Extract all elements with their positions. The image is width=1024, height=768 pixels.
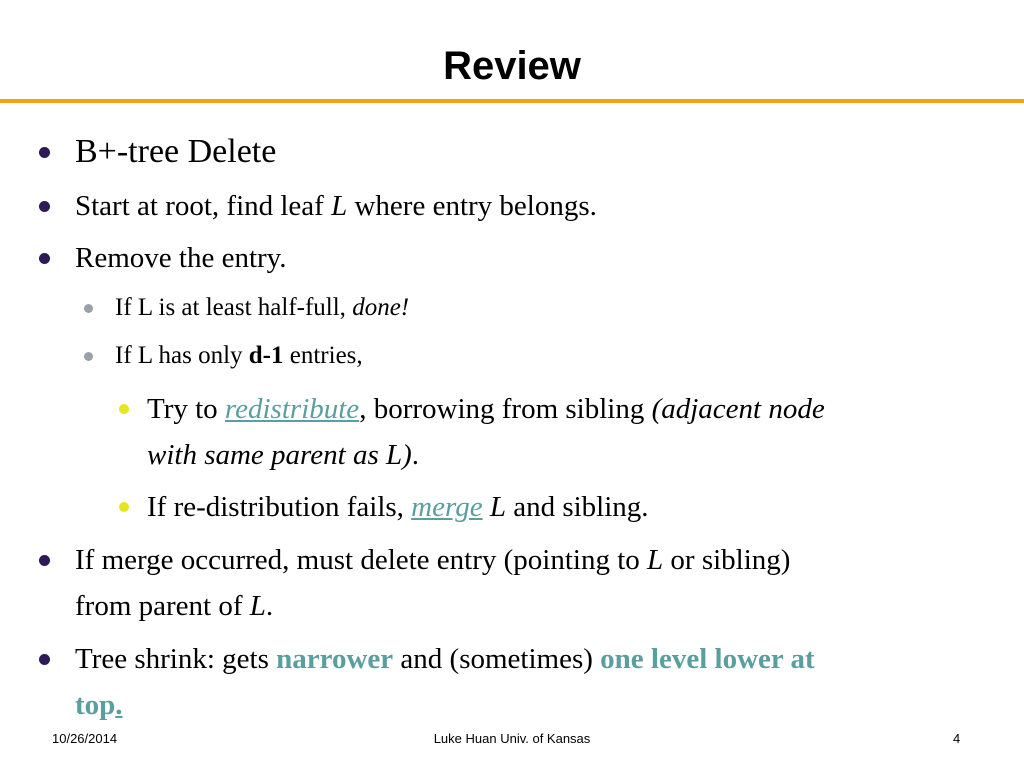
bullet-item-tree-shrink xyxy=(75,636,975,728)
bullet-text: B+-tree Delete xyxy=(75,133,277,170)
merge-link[interactable]: merge xyxy=(411,491,483,523)
bullet-text: Try to redistribute, borrowing from sibling (adjacent node with same parent as L). xyxy=(147,393,825,471)
bullet-text: If merge occurred, must delete entry (pointing to L or sibling) from parent of L. xyxy=(75,544,791,622)
footer-author: Luke Huan Univ. of Kansas xyxy=(433,731,591,746)
bullet-text: Start at root, find leaf L where entry belongs. xyxy=(75,190,597,222)
bullet-dot xyxy=(84,352,93,361)
bullet-item-half-full xyxy=(115,290,975,326)
bullet-item-merge xyxy=(147,484,977,530)
bullet-dot xyxy=(39,654,50,665)
bullet-dot xyxy=(39,201,50,212)
bullet-item-redistribute xyxy=(147,386,977,478)
redistribute-link[interactable]: redistribute xyxy=(224,393,360,425)
bullet-text: If L has only d-1 entries, xyxy=(115,342,363,369)
bullet-dot xyxy=(39,253,50,264)
footer-page-number: 4 xyxy=(953,731,961,746)
bullet-dot xyxy=(39,555,50,566)
bullet-item-d-minus-1 xyxy=(115,338,975,374)
footer-date: 10/26/2014 xyxy=(52,731,118,746)
title-underline xyxy=(0,99,1024,103)
bullet-item-btree-delete xyxy=(75,130,975,174)
bullet-item-start-at-root xyxy=(75,184,975,228)
bullet-text: If re-distribution fails, merge L and sibling. xyxy=(147,491,649,523)
bullet-text: If L is at least half-full, done! xyxy=(115,294,410,321)
bullet-dot xyxy=(119,404,129,414)
bullet-dot xyxy=(84,304,93,313)
bullet-item-merge-occurred xyxy=(75,537,975,629)
bullet-item-remove-entry xyxy=(75,236,975,280)
bullet-text: Remove the entry. xyxy=(75,242,287,274)
bullet-dot xyxy=(119,502,129,512)
bullet-text: Tree shrink: gets narrower and (sometimes) one level lower at top. xyxy=(75,643,815,721)
slide-title: Review xyxy=(443,44,581,88)
bullet-dot xyxy=(39,147,50,158)
